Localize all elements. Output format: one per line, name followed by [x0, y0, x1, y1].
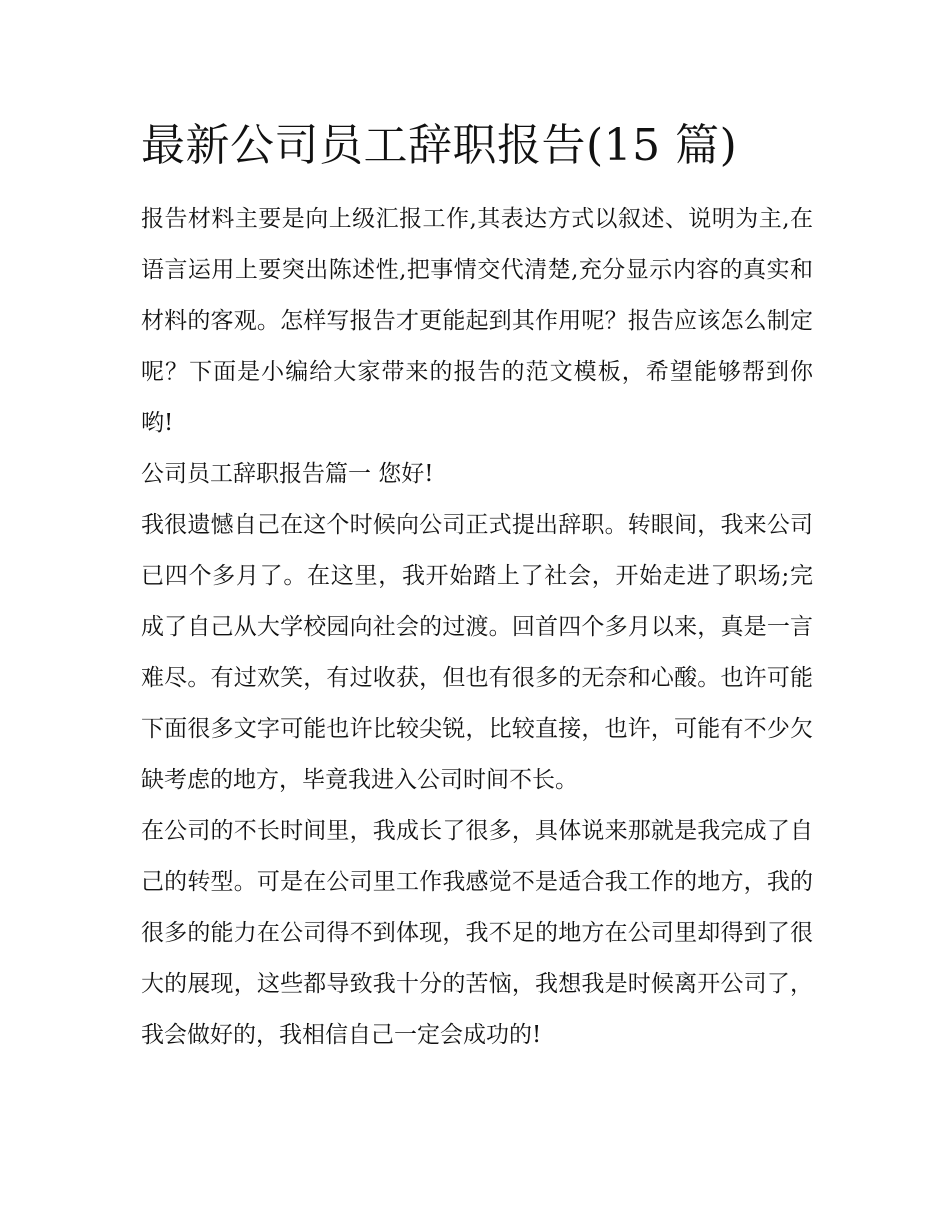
document-body [141, 116, 813, 1061]
intro-paragraph: 报告材料主要是向上级汇报工作,其表达方式以叙述、说明为主,在语言运用上要突出陈述性,把事情交代清楚,充分显示内容的真实和材料的客观。怎样写报告才更能起到其作用呢？报告应该怎么制定呢？下面是小编给大家带来的报告的范文模板，希望能够帮到你哟! [141, 206, 813, 436]
body-paragraph: 在公司的不长时间里，我成长了很多，具体说来那就是我完成了自己的转型。可是在公司里工作我感觉不是适合我工作的地方，我的很多的能力在公司得不到体现，我不足的地方在公司里却得到了很大的展现，这些都导致我十分的苦恼，我想我是时候离开公司了，我会做好的，我相信自己一定会成功的! [141, 818, 813, 1048]
document-title: 最新公司员工辞职报告(15 篇) [141, 120, 738, 171]
section-heading-paragraph: 公司员工辞职报告篇一 您好! [141, 461, 434, 487]
body-paragraph: 我很遗憾自己在这个时候向公司正式提出辞职。转眼间，我来公司已四个多月了。在这里，我开始踏上了社会，开始走进了职场;完成了自己从大学校园向社会的过渡。回首四个多月以来，真是一言难尽。有过欢笑，有过收获，但也有很多的无奈和心酸。也许可能下面很多文字可能也许比较尖锐，比较直接，也许，可能有不少欠缺考虑的地方，毕竟我进入公司时间不长。 [141, 512, 813, 793]
